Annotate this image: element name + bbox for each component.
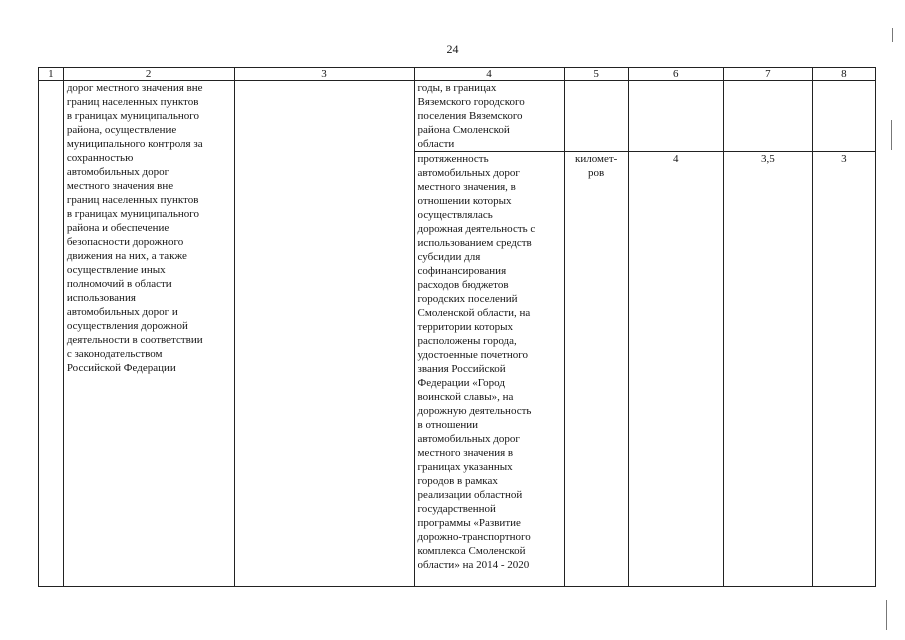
value-cell-6: 4 bbox=[628, 152, 723, 587]
column-header-5: 5 bbox=[564, 68, 628, 81]
value-cell-7 bbox=[723, 81, 812, 152]
value-cell-7: 3,5 bbox=[723, 152, 812, 587]
row-number-cell bbox=[39, 81, 64, 587]
indicators-table bbox=[38, 67, 876, 587]
column-header-6: 6 bbox=[628, 68, 723, 81]
column-header-8: 8 bbox=[812, 68, 875, 81]
table-header-row bbox=[39, 68, 876, 81]
value-cell-8 bbox=[812, 81, 875, 152]
scan-edge-mark bbox=[891, 120, 892, 150]
column-header-7: 7 bbox=[723, 68, 812, 81]
column-header-3: 3 bbox=[234, 68, 414, 81]
unit-cell: километ- ров bbox=[564, 152, 628, 587]
column-header-2: 2 bbox=[63, 68, 234, 81]
unit-cell bbox=[564, 81, 628, 152]
column-3-cell bbox=[234, 81, 414, 587]
table-row bbox=[39, 81, 876, 152]
value-cell-6 bbox=[628, 81, 723, 152]
column-header-1: 1 bbox=[39, 68, 64, 81]
scan-edge-mark bbox=[886, 600, 887, 630]
value-cell-8: 3 bbox=[812, 152, 875, 587]
page-number: 24 bbox=[446, 42, 459, 56]
indicator-cell: протяженность автомобильных дорог местного значения, в отношении которых осуществлялась дорожная деятельность с использованием средств субсидии для софинансирования расходов бюджетов городских поселений Смоленской области, на территории которых расположены города, удостоенные почетного звания Российской Федерации «Город воинской славы», на дорожную деятельность в отношении автомобильных дорог местного значения в границах указанных городов в рамках реализации областной государственной программы «Развитие дорожно-транспортного комплекса Смоленской области» на 2014 - 2020 bbox=[414, 152, 564, 587]
scan-edge-mark bbox=[892, 28, 893, 42]
task-description-cell: дорог местного значения вне границ населенных пунктов в границах муниципального района, осуществление муниципального контроля за сохранностью автомобильных дорог местного значения вне границ населенных пунктов в границах муниципального района и обеспечение безопасности дорожного движения на них, а также осуществление иных полномочий в области использования автомобильных дорог и осуществления дорожной деятельности в соответствии с законодательством Российской Федерации bbox=[63, 81, 234, 587]
indicator-cell: годы, в границах Вяземского городского поселения Вяземского района Смоленской области bbox=[414, 81, 564, 152]
column-header-4: 4 bbox=[414, 68, 564, 81]
